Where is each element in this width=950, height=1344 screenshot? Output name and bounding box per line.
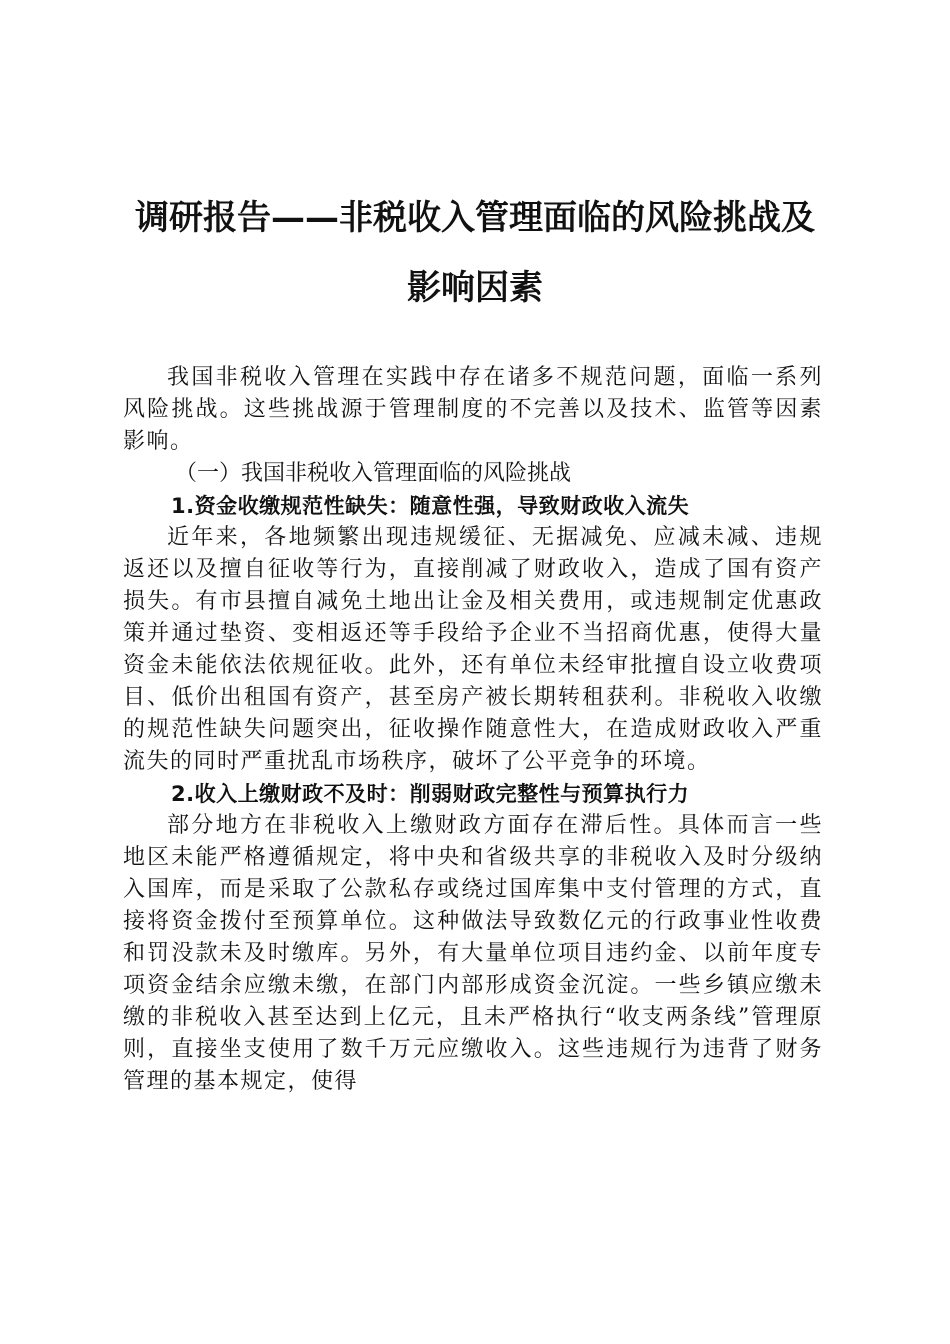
document-body — [123, 362, 823, 1098]
subsection-heading-1: 1.资金收缴规范性缺失：随意性强，导致财政收入流失 — [171, 494, 690, 518]
document-title-line1: 调研报告——非税收入管理面临的风险挑战及 — [135, 198, 815, 238]
section-heading: （一）我国非税收入管理面临的风险挑战 — [175, 461, 572, 486]
subsection-paragraph-1: 近年来，各地频繁出现违规缓征、无据减免、应减未减、违规返还以及擅自征收等行为，直接削减了财政收入，造成了国有资产损失。有市县擅自减免土地出让金及相关费用，或违规制定优惠政策并通过垫资、变相返还等手段给予企业不当招商优惠，使得大量资金未能依法依规征收。此外，还有单位未经审批擅自设立收费项目、低价出租国有资产，甚至房产被长期转租获利。非税收入收缴的规范性缺失问题突出，征收操作随意性大，在造成财政收入严重流失的同时严重扰乱市场秩序，破坏了公平竞争的环境。 — [123, 525, 823, 774]
subsection-paragraph-2: 部分地方在非税收入上缴财政方面存在滞后性。具体而言一些地区未能严格遵循规定，将中央和省级共享的非税收入及时分级纳入国库，而是采取了公款私存或绕过国库集中支付管理的方式，直接将资金拨付至预算单位。这种做法导致数亿元的行政事业性收费和罚没款未及时缴库。另外，有大量单位项目违约金、以前年度专项资金结余应缴未缴，在部门内部形成资金沉淀。一些乡镇应缴未缴的非税收入甚至达到上亿元，且未严格执行“收支两条线”管理原则，直接坐支使用了数千万元应缴收入。这些违规行为违背了财务管理的基本规定，使得 — [123, 813, 823, 1094]
document-title-line2: 影响因素 — [407, 268, 543, 308]
intro-paragraph: 我国非税收入管理在实践中存在诸多不规范问题，面临一系列风险挑战。这些挑战源于管理制度的不完善以及技术、监管等因素影响。 — [123, 365, 823, 454]
subsection-heading-2: 2.收入上缴财政不及时：削弱财政完整性与预算执行力 — [171, 782, 690, 806]
